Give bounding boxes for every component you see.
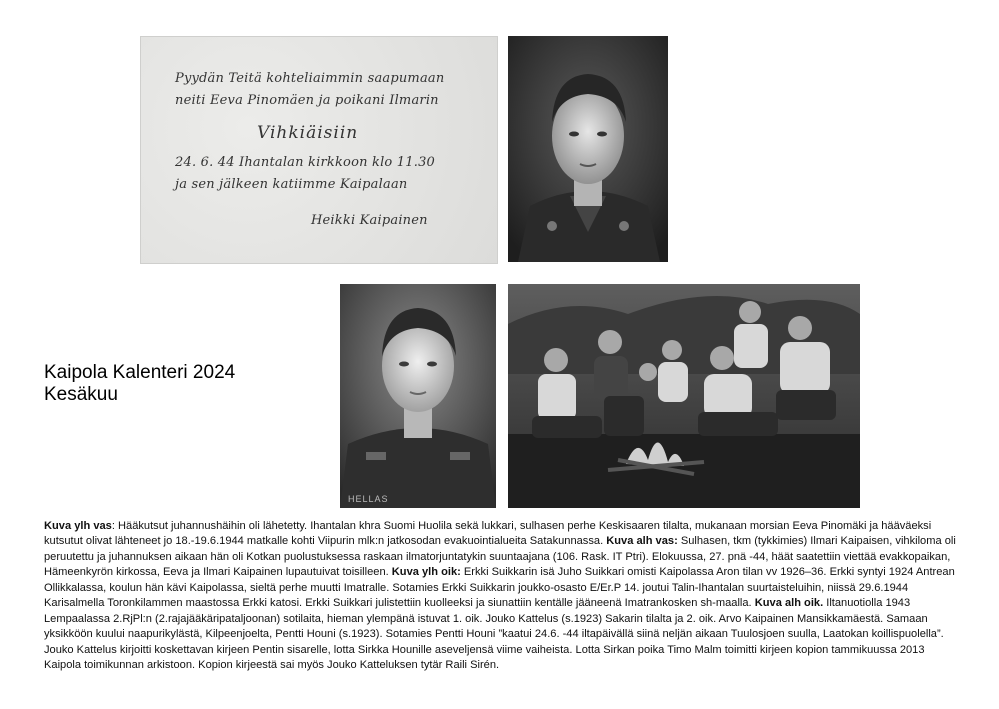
invitation-line-5: ja sen jälkeen katiimme Kaipalaan <box>175 177 408 192</box>
calendar-title: Kaipola Kalenteri 2024 <box>44 362 236 383</box>
caption-label-bottom-right: Kuva alh oik. <box>754 597 824 610</box>
photographer-stamp: HELLAS <box>348 494 389 504</box>
invitation-line-2: neiti Eeva Pinomäen ja poikani Ilmarin <box>175 93 439 108</box>
portrait-photo-ilmari <box>340 284 496 508</box>
invitation-line-4: 24. 6. 44 Ihantalan kirkkoon klo 11.30 <box>175 155 436 170</box>
caption-text-top-right: Erkki Suikkarin isä Juho Suikkari omisti Kaipolassa Aron tilan vv 1926–36. Erkki syntyi 1924 Antrean Ollikkalassa, koulun hän kävi Kaipolassa, sieltä perhe muutti Imatralle. Sotamies Erkki Suikkarin joukko-osasto E/Er.P 14. joutui Talin-Ihantalan suurtaisteluihin, niissä 29.6.1944 Karisalmella Toronkilammen maastossa Erkki katosi. Erkki Suikkari julistettiin kuolleeksi ja siunattiin kentälle jääneenä Imatrankosken sh-maalla. <box>44 566 955 610</box>
caption-label-top-right: Kuva ylh oik: <box>391 566 461 579</box>
calendar-month: Kesäkuu <box>44 384 118 405</box>
invitation-line-1: Pyydän Teitä kohteliaimmin saapumaan <box>175 71 445 86</box>
campfire-group-photo <box>508 284 860 508</box>
invitation-heading: Vihkiäisiin <box>257 123 359 143</box>
portrait-photo-erkki <box>508 36 668 262</box>
caption-label-bottom-left: Kuva alh vas: <box>606 535 678 548</box>
photo-caption <box>44 519 956 674</box>
calendar-title-block <box>44 362 235 406</box>
caption-text-bottom-left: Sulhasen, tkm (tykkimies) Ilmari Kaipaisen, vihkiloma oli peruutettu ja juhannuksen aikaan hän oli Kotkan puolustuksessa raskaan ilmatorjuntatykin suuntaajana (106. Rask. IT Ptri). Elokuussa, 27. pnä -44, häät saatettiin viettää evakkopaikan, Hämeenkyrön kirkossa, Eeva ja Ilmari Kaipainen lupautuivat toisilleen. <box>44 535 956 579</box>
caption-text-bottom-right: Iltanuotiolla 1943 Lempaalassa 2.RjPl:n (2.rajajääkäripataljoonan) sotilaita, hieman ylempänä istuvat 1. oik. Jouko Kattelus (s.1923) Sakarin tilalta ja 2. oik. Arvo Kaipainen Mansikkamäestä. Samaan yksikköön kuului naapurikylästä, Kilpeenjoelta, Pentti Houni (s.1923). Sotamies Pentti Houni ”kaatui 24.6. -44 iltapäivällä siinä neljän aikaan Tuulosjoen suulla, Laatokan koillispuolella”. Jouko Kattelus kirjoitti koskettavan kirjeen Pentin sisarelle, lotta Sirkka Hounille aseveljensä viime vaiheista. Lotta Sirkan poika Timo Malm toimitti kirjeen kopion tammikuussa 2013 Kaipola toimikunnan arkistoon. Kopion kirjeestä sai myös Jouko Katteluksen tytär Raili Sirén. <box>44 597 944 672</box>
wedding-invitation-card <box>140 36 498 264</box>
caption-text-top-left: : Hääkutsut juhannushäihin oli lähetetty. Ihantalan khra Suomi Huolila sekä lukkari, sulhasen perhe Keskisaaren tilalta, mukanaan morsian Eeva Pinomäki ja hääväeksi kutsutut olivat lähteneet jo 18.-19.6.1944 matkalle kohti Viipurin mlk:n jatkosodan evakuointialueita Satakunnassa. <box>44 520 932 548</box>
caption-label-top-left: Kuva ylh vas <box>44 520 112 532</box>
invitation-signature: Heikki Kaipainen <box>311 213 428 228</box>
